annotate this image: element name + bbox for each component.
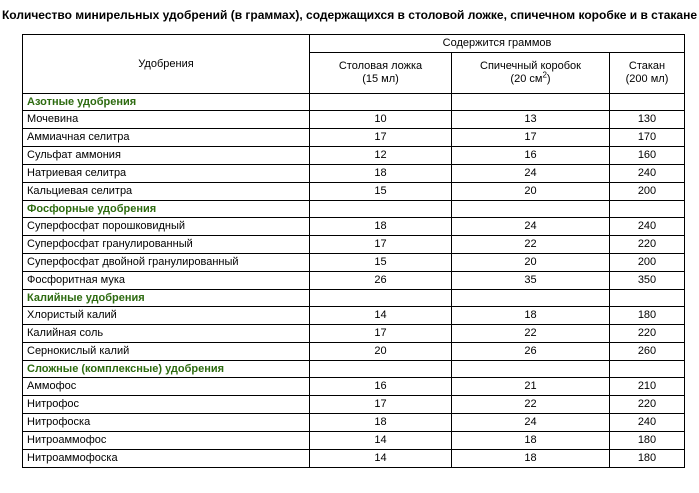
spoon-value: 20	[310, 343, 452, 361]
fertilizer-name: Нитроаммофоска	[23, 450, 310, 468]
fertilizer-name: Аммиачная селитра	[23, 129, 310, 147]
spoon-value: 14	[310, 432, 452, 450]
spoon-value: 17	[310, 236, 452, 254]
fertilizer-name: Сульфат аммония	[23, 147, 310, 165]
box-value: 18	[452, 307, 610, 325]
box-value: 21	[452, 378, 610, 396]
table-row	[23, 414, 685, 432]
section-title: Азотные удобрения	[23, 94, 310, 111]
box-value: 20	[452, 183, 610, 201]
spoon-value: 14	[310, 450, 452, 468]
section-blank-cell	[310, 201, 452, 218]
spoon-value: 18	[310, 165, 452, 183]
header-box-name: Спичечный коробок	[480, 60, 581, 72]
header-box	[452, 53, 610, 94]
spoon-value: 17	[310, 129, 452, 147]
section-row	[23, 201, 685, 218]
table-row	[23, 218, 685, 236]
fertilizer-name: Калийная соль	[23, 325, 310, 343]
fertilizer-name: Фосфоритная мука	[23, 272, 310, 290]
table-row	[23, 343, 685, 361]
section-blank-cell	[610, 290, 685, 307]
spoon-value: 10	[310, 111, 452, 129]
section-blank-cell	[310, 361, 452, 378]
table-row	[23, 254, 685, 272]
table-row	[23, 307, 685, 325]
fertilizer-name: Суперфосфат гранулированный	[23, 236, 310, 254]
glass-value: 160	[610, 147, 685, 165]
spoon-value: 26	[310, 272, 452, 290]
header-row-top	[23, 35, 685, 53]
box-value: 22	[452, 325, 610, 343]
glass-value: 180	[610, 307, 685, 325]
spoon-value: 17	[310, 396, 452, 414]
box-value: 26	[452, 343, 610, 361]
fertilizer-name: Нитрофоска	[23, 414, 310, 432]
page-title: Количество минирельных удобрений (в граммах), содержащихся в столовой ложке, спичечном коробке и в стакане	[1, 8, 697, 22]
spoon-value: 18	[310, 414, 452, 432]
box-value: 35	[452, 272, 610, 290]
section-title: Фосфорные удобрения	[23, 201, 310, 218]
fertilizer-name: Аммофос	[23, 378, 310, 396]
table-row	[23, 165, 685, 183]
header-box-unit	[510, 70, 551, 85]
glass-value: 180	[610, 432, 685, 450]
section-title: Калийные удобрения	[23, 290, 310, 307]
fertilizer-name: Мочевина	[23, 111, 310, 129]
header-spoon	[310, 53, 452, 94]
section-title: Сложные (комплексные) удобрения	[23, 361, 310, 378]
table-row	[23, 432, 685, 450]
table-row	[23, 450, 685, 468]
spoon-value: 17	[310, 325, 452, 343]
glass-value: 240	[610, 165, 685, 183]
header-box-unit-prefix: (20 см	[510, 73, 543, 85]
table-row	[23, 183, 685, 201]
header-glass-unit: (200 мл)	[625, 73, 669, 85]
spoon-value: 18	[310, 218, 452, 236]
table-row	[23, 129, 685, 147]
header-group: Содержится граммов	[310, 35, 685, 53]
glass-value: 180	[610, 450, 685, 468]
fertilizer-name: Сернокислый калий	[23, 343, 310, 361]
glass-value: 170	[610, 129, 685, 147]
section-blank-cell	[452, 361, 610, 378]
spoon-value: 16	[310, 378, 452, 396]
glass-value: 200	[610, 254, 685, 272]
box-value: 16	[452, 147, 610, 165]
table-row	[23, 111, 685, 129]
glass-value: 220	[610, 325, 685, 343]
box-value: 18	[452, 450, 610, 468]
section-blank-cell	[452, 94, 610, 111]
fertilizer-name: Суперфосфат двойной гранулированный	[23, 254, 310, 272]
glass-value: 130	[610, 111, 685, 129]
spoon-value: 15	[310, 254, 452, 272]
box-value: 24	[452, 165, 610, 183]
glass-value: 210	[610, 378, 685, 396]
fertilizer-name: Кальциевая селитра	[23, 183, 310, 201]
box-value: 24	[452, 218, 610, 236]
header-spoon-name: Столовая ложка	[338, 60, 423, 72]
header-box-unit-suffix: )	[546, 73, 551, 85]
section-blank-cell	[610, 201, 685, 218]
box-value: 20	[452, 254, 610, 272]
header-glass	[610, 53, 685, 94]
fertilizer-name: Нитрофос	[23, 396, 310, 414]
spoon-value: 12	[310, 147, 452, 165]
spoon-value: 14	[310, 307, 452, 325]
box-value: 24	[452, 414, 610, 432]
box-value: 13	[452, 111, 610, 129]
fertilizer-name: Натриевая селитра	[23, 165, 310, 183]
section-blank-cell	[310, 290, 452, 307]
section-blank-cell	[310, 94, 452, 111]
spoon-value: 15	[310, 183, 452, 201]
glass-value: 220	[610, 396, 685, 414]
box-value: 22	[452, 396, 610, 414]
header-spoon-unit: (15 мл)	[362, 73, 399, 85]
box-value: 17	[452, 129, 610, 147]
table-row	[23, 147, 685, 165]
glass-value: 220	[610, 236, 685, 254]
table-row	[23, 378, 685, 396]
header-glass-name: Стакан	[628, 60, 666, 72]
section-blank-cell	[610, 361, 685, 378]
glass-value: 260	[610, 343, 685, 361]
header-fertilizer: Удобрения	[23, 35, 310, 94]
section-blank-cell	[610, 94, 685, 111]
fertilizer-name: Хлористый калий	[23, 307, 310, 325]
section-row	[23, 94, 685, 111]
glass-value: 240	[610, 414, 685, 432]
box-value: 18	[452, 432, 610, 450]
table-row	[23, 325, 685, 343]
section-row	[23, 290, 685, 307]
table-row	[23, 236, 685, 254]
table-row	[23, 396, 685, 414]
fertilizer-table	[22, 34, 685, 468]
glass-value: 200	[610, 183, 685, 201]
section-row	[23, 361, 685, 378]
glass-value: 240	[610, 218, 685, 236]
box-value: 22	[452, 236, 610, 254]
fertilizer-name: Нитроаммофос	[23, 432, 310, 450]
section-blank-cell	[452, 290, 610, 307]
table-row	[23, 272, 685, 290]
glass-value: 350	[610, 272, 685, 290]
fertilizer-name: Суперфосфат порошковидный	[23, 218, 310, 236]
header-box-unit-sup: 2	[542, 70, 547, 80]
section-blank-cell	[452, 201, 610, 218]
